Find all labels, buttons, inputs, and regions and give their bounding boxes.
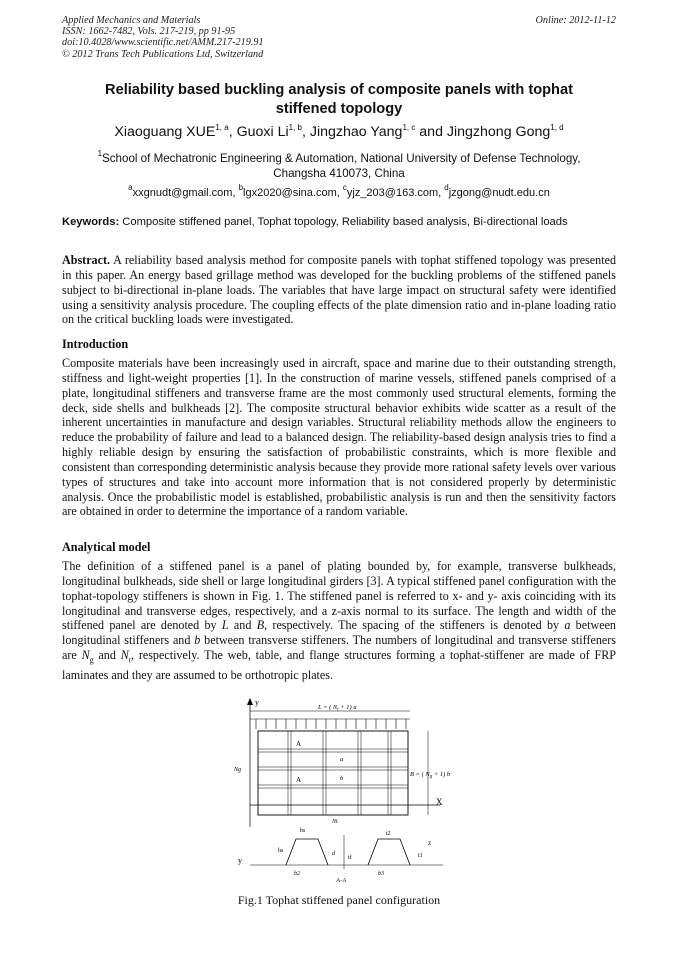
analytical-model-text — [62, 559, 616, 683]
abstract-text: A reliability based analysis method for composite panels with tophat stiffened topology was presented in this paper. An energy based grillage method was developed for the buckling problems of the stiffened panels subject to bi-directional in-plane loads. The variables that have large impact on structural safety were identified using a sensitivity analysis procedure. The coupling effects of the plate dimension ratio and in-plane loading ratio on the critical buckling loads were investigated. — [62, 253, 616, 327]
affiliation — [62, 151, 616, 181]
math-L: L — [221, 618, 229, 633]
online-date: Online: 2012-11-12 — [535, 15, 616, 26]
author-name: Guoxi Li — [236, 124, 289, 140]
introduction-heading: Introduction — [62, 337, 129, 351]
tophat-profile-left — [286, 839, 328, 865]
email-list — [62, 183, 616, 200]
email-link[interactable]: yjz_203@163.com — [346, 187, 439, 199]
author-sep: and — [415, 124, 447, 140]
email-sep: , — [336, 187, 343, 199]
keywords-label: Keywords: — [62, 216, 120, 228]
math-a: a — [564, 618, 571, 633]
math-N: N — [120, 648, 129, 663]
spacing-b-label: b — [340, 775, 344, 782]
email-sep: , — [232, 187, 239, 199]
affiliation-sup: 1 — [97, 149, 103, 158]
math-sub-g: g — [89, 655, 94, 665]
b2-label: b2 — [294, 871, 300, 877]
author-sep: , — [301, 124, 310, 140]
author-name: Xiaoguang XUE — [114, 124, 216, 140]
panel-outline — [258, 731, 408, 815]
y-axis-label: y — [255, 698, 259, 707]
length-dimension-label: L = ( $N_t + 1$) a — [318, 704, 357, 713]
t2-label: t2 — [386, 831, 391, 837]
affiliation-text-1: School of Mechatronic Engineering & Automation, National University of Defense Technology, — [102, 152, 581, 165]
author-list — [62, 123, 616, 141]
tophat-panel-figure — [228, 697, 451, 887]
email-sup: a — [128, 183, 133, 192]
introduction-text: Composite materials have been increasingly used in aircraft, space and marine due to their outstanding strength, stiffness and light-weight properties [1]. In the construction of marine vessels, stiffened panels comprised of a plate, longitudinal stiffeners and transverse frame are the most commonly used structural elements, forming the deck, side shells and bulkheads [2]. The composite structural behavior exhibits wide scatter as a result of the inherent uncertainties in manufacture and design variables. Structural reliability methods allow the engineers to reduce the probability of failure and lead to a balanced design. The reliability-based design analysis tries to find a highly reliable design by ensuring the satisfaction of probabilistic constraints, which is more flexible and consistent than corresponding deterministic analysis because they provide more rational safety levels over various types of structures and take into account more information that is not considered properly by deterministic analysis. Once the probabilistic model is established, probabilistic analysis is run and then the sensitivity factors are obtained in order to determine the importance of a random variable. — [62, 356, 616, 519]
journal-header — [62, 15, 616, 60]
email-link[interactable]: lgx2020@sina.com — [243, 187, 337, 199]
affiliation-line-1 — [62, 151, 616, 166]
paper-title — [62, 81, 616, 119]
longitudinal-stiffeners — [258, 749, 408, 788]
model-text-part: , respectively. The spacing of the stiffeners is denoted by — [264, 618, 565, 633]
email-sup: d — [444, 183, 449, 192]
bs-label: bs — [300, 828, 306, 834]
hs-label: hs — [278, 848, 284, 854]
author-name: Jingzhong Gong — [446, 124, 551, 140]
z-axis-label: z — [428, 839, 432, 847]
author-sup: 1, b — [288, 123, 302, 132]
email-sep: , — [438, 187, 445, 199]
math-B: B — [256, 618, 265, 633]
author-sup: 1, a — [215, 123, 229, 132]
model-text-part: and — [228, 618, 257, 633]
d-label: d — [332, 851, 335, 857]
email-sup: b — [238, 183, 244, 192]
keywords-block — [62, 215, 616, 229]
model-text-part: between longitudinal stiffeners and — [62, 618, 616, 648]
y-axis-arrow — [247, 698, 253, 705]
analytical-model-heading: Analytical model — [62, 540, 151, 554]
tf-label: tf — [348, 855, 352, 861]
author-sep: , — [228, 124, 237, 140]
keywords-text: Composite stiffened panel, Tophat topology, Reliability based analysis, Bi-directional loads — [119, 216, 568, 228]
model-text-part: The definition of a stiffened panel is a panel of plating bounded by, for example, transverse bulkheads, longitudinal bulkheads, side shell or large longitudinal girders [3]. A typical stiffened panel configuration with the tophat-topology stiffeners is shown in Fig. 1. The stiffened panel is referred to x- and y- axis coinciding with its longitudinal and transverse edges, respectively, and a z-axis normal to its surface. The length and width of the stiffened panel are denoted by — [62, 559, 616, 633]
spacing-a-label: a — [340, 756, 344, 763]
copyright-line: © 2012 Trans Tech Publications Ltd, Switzerland — [62, 48, 264, 60]
model-text-part: between transverse stiffeners. The numbers of longitudinal and transverse stiffeners are — [62, 633, 617, 663]
width-dimension-label: B = ( $N_g + 1$) b — [410, 771, 451, 780]
section-y-label: y — [238, 856, 242, 865]
math-N: N — [81, 648, 90, 663]
section-mark-top: A — [296, 740, 302, 748]
nt-label: Nt — [332, 819, 338, 825]
author-sup: 1, c — [402, 123, 416, 132]
tophat-profile-right — [368, 839, 410, 865]
section-aa-label: A-A — [336, 878, 347, 884]
t1-label: t1 — [418, 853, 423, 859]
journal-name: Applied Mechanics and Materials — [62, 15, 201, 26]
model-text-part: and — [93, 648, 121, 663]
section-mark-mid: A — [296, 776, 302, 784]
email-sup: c — [342, 183, 347, 192]
author-sup: 1, d — [550, 123, 564, 132]
title-line-1: Reliability based buckling analysis of composite panels with tophat — [105, 82, 573, 98]
transverse-stiffeners — [288, 731, 391, 815]
issn-line: ISSN: 1662-7482, Vols. 217-219, pp 91-95 — [62, 26, 236, 38]
x-axis-label: X — [436, 797, 443, 807]
abstract-block — [62, 253, 616, 327]
doi-line: doi:10.4028/www.scientific.net/AMM.217-219.91 — [62, 37, 264, 49]
author-name: Jingzhao Yang — [309, 124, 403, 140]
title-line-2: stiffened topology — [275, 101, 403, 117]
affiliation-line-2: Changsha 410073, China — [273, 167, 405, 180]
email-link[interactable]: xxgnudt@gmail.com — [132, 187, 233, 199]
math-b: b — [194, 633, 201, 648]
ng-label: Ng — [234, 767, 242, 773]
model-text-part: , respectively. The web, table, and flange structures forming a tophat-stiffener are made of FRP laminates and they are assumed to be orthotropic plates. — [62, 648, 616, 683]
figure-caption: Fig.1 Tophat stiffened panel configuration — [237, 893, 441, 907]
load-arrows-top — [250, 719, 410, 729]
b3-label: b3 — [378, 871, 384, 877]
email-link[interactable]: jzgong@nudt.edu.cn — [448, 187, 550, 199]
abstract-label: Abstract. — [62, 253, 111, 267]
math-sub-t: t — [128, 655, 132, 665]
